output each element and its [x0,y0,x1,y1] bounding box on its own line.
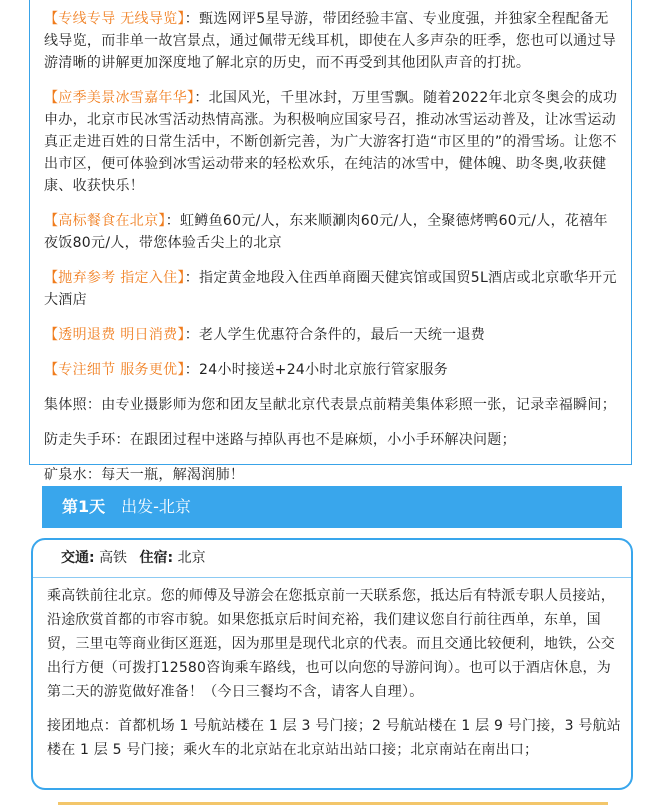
feature-tag: 【透明退费 明日消费】 [44,327,185,343]
feature-meals [44,210,619,254]
feature-text: ：甄选网评5星导游，带团经验丰富、专业度强，并独家全程配备无线导览，而非单一故宫景点，通过佩带无线耳机，即使在人多声杂的旺季，您也可以通过导游清晰的讲解更加深度地了解北京的历史，而不再受到其他团队声音的打扰。 [44,11,616,71]
feature-text: ：指定黄金地段入住西单商圈天健宾馆或国贸5L酒店或北京歌华开元大酒店 [44,270,617,308]
transport-label: 交通: [61,550,95,566]
feature-hotel [44,267,619,311]
stay-value: 北京 [177,550,206,566]
feature-tag: 【抛弃参考 指定入住】 [44,270,185,286]
feature-tag: 【高标餐食在北京】 [44,213,166,229]
extra-water: 矿泉水：每天一瓶，解渴润肺！ [44,467,245,483]
feature-wireless-guide [44,8,619,74]
feature-text: ：老人学生优惠符合条件的，最后一天统一退费 [184,327,486,343]
day-number: 第1天 [62,497,106,516]
day-description [33,578,631,762]
pickup-locations: 接团地点：首都机场 1 号航站楼在 1 层 3 号门接；2 号航站楼在 1 层 9 号门接，3 号航站楼在 1 层 5 号门接；乘火车的北京站在北京站出站口接；北京南站在南出口； [47,718,621,758]
section-divider [58,802,608,805]
feature-ice-snow [44,87,619,197]
day-header [42,486,622,528]
day-description-text: 乘高铁前往北京。您的师傅及导游会在您抵京前一天联系您，抵达后有特派专职人员接站，沿途欣赏首都的市容市貌。如果您抵京后时间充裕，我们建议您自行前往西单，东单，国贸，三里屯等商业街区逛逛，因为那里是现代北京的代表。而且交通比较便利，地铁，公交出行方便（可拨打12580咨询乘车路线，也可以向您的导游问询）。也可以于酒店休息，为第二天的游览做好准备！（今日三餐均不含，请客人自理）。 [47,588,615,700]
features-panel [29,0,632,483]
feature-text: ：24小时接送+24小时北京旅行管家服务 [184,362,449,378]
extra-group-photo: 集体照：由专业摄影师为您和团友呈献北京代表景点前精美集体彩照一张，记录幸福瞬间； [44,397,616,413]
feature-tag: 【专线专导 无线导览】 [44,11,185,27]
feature-refund [44,324,619,346]
extra-wristband: 防走失手环：在跟团过程中迷路与掉队再也不是麻烦，小小手环解决问题； [44,432,516,448]
stay-label: 住宿: [139,550,174,566]
transport-value: 高铁 [99,550,128,566]
feature-text: ：虹鳟鱼60元/人，东来顺涮肉60元/人，全聚德烤鸭60元/人，花禧年夜饭80元/人，带您体验舌尖上的北京 [44,213,608,251]
feature-service [44,359,619,381]
feature-tag: 【专注细节 服务更优】 [44,362,185,378]
day-info-row [33,540,631,578]
day-detail-box [31,538,633,790]
day-title: 出发-北京 [121,497,191,516]
feature-tag: 【应季美景冰雪嘉年华】 [44,90,195,106]
feature-text: ：北国风光，千里冰封，万里雪飘。随着2022年北京冬奥会的成功申办，北京市民冰雪活动热情高涨。为积极响应国家号召，推动冰雪运动普及，让冰雪运动真正走进百姓的日常生活中，不断创新完善，为广大游客打造“市区里的”的滑雪场。让您不出市区，便可体验到冰雪运动带来的轻松欢乐，在纯洁的冰雪中，健体魄、助冬奥,收获健康、收获快乐！ [44,90,618,194]
